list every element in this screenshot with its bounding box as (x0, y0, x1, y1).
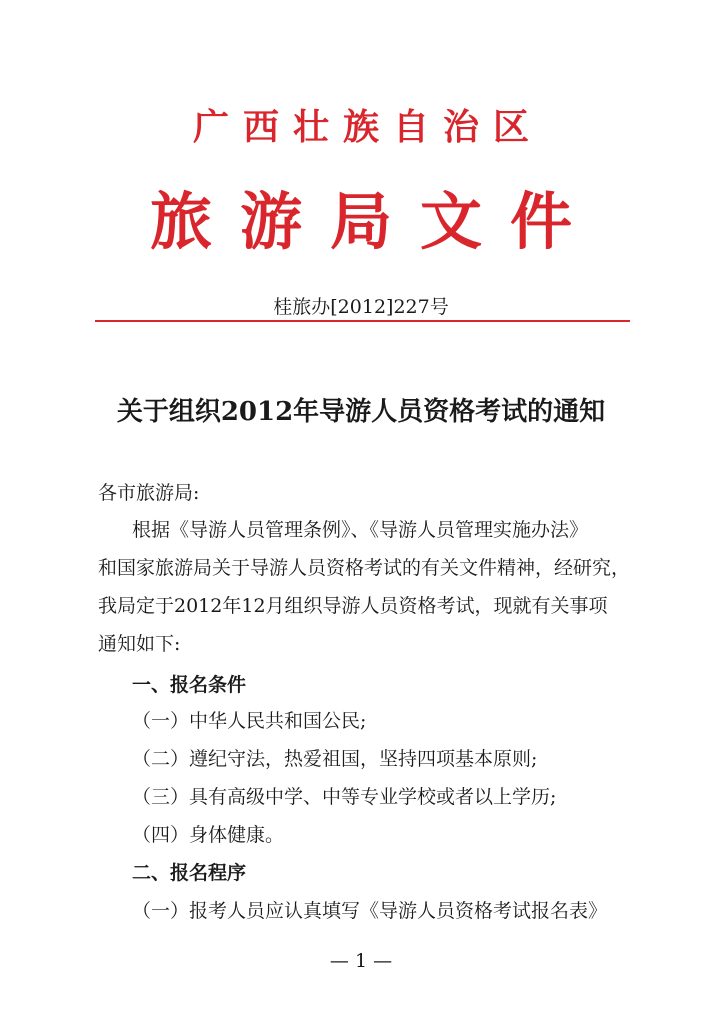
paragraph-line: 和国家旅游局关于导游人员资格考试的有关文件精神，经研究， (98, 557, 631, 579)
red-separator-line (95, 320, 630, 322)
list-item: （一）报考人员应认真填写《导游人员资格考试报名表》 (132, 900, 608, 922)
salutation: 各市旅游局: (98, 482, 200, 504)
section-heading-2: 二、报名程序 (132, 862, 247, 884)
list-item: （四）身体健康。 (132, 824, 285, 846)
issuer-name: 广西壮族自治区 (192, 106, 543, 148)
list-item: （一）中华人民共和国公民; (132, 710, 367, 732)
document-title: 关于组织2012年导游人员资格考试的通知 (116, 397, 606, 427)
paragraph-line: 通知如下: (98, 633, 181, 655)
document-type-heading: 旅游局文件 (149, 185, 600, 258)
paragraph-line: 根据《导游人员管理条例》、《导游人员管理实施办法》 (132, 519, 589, 541)
list-item: （二）遵纪守法，热爱祖国，坚持四项基本原则; (132, 748, 538, 770)
list-item: （三）具有高级中学、中等专业学校或者以上学历; (132, 786, 557, 808)
page-number: — 1 — (329, 950, 393, 972)
document-number: 桂旅办[2012]227号 (273, 296, 449, 318)
section-heading-1: 一、报名条件 (132, 674, 247, 696)
paragraph-line: 我局定于2012年12月组织导游人员资格考试，现就有关事项 (98, 595, 608, 617)
